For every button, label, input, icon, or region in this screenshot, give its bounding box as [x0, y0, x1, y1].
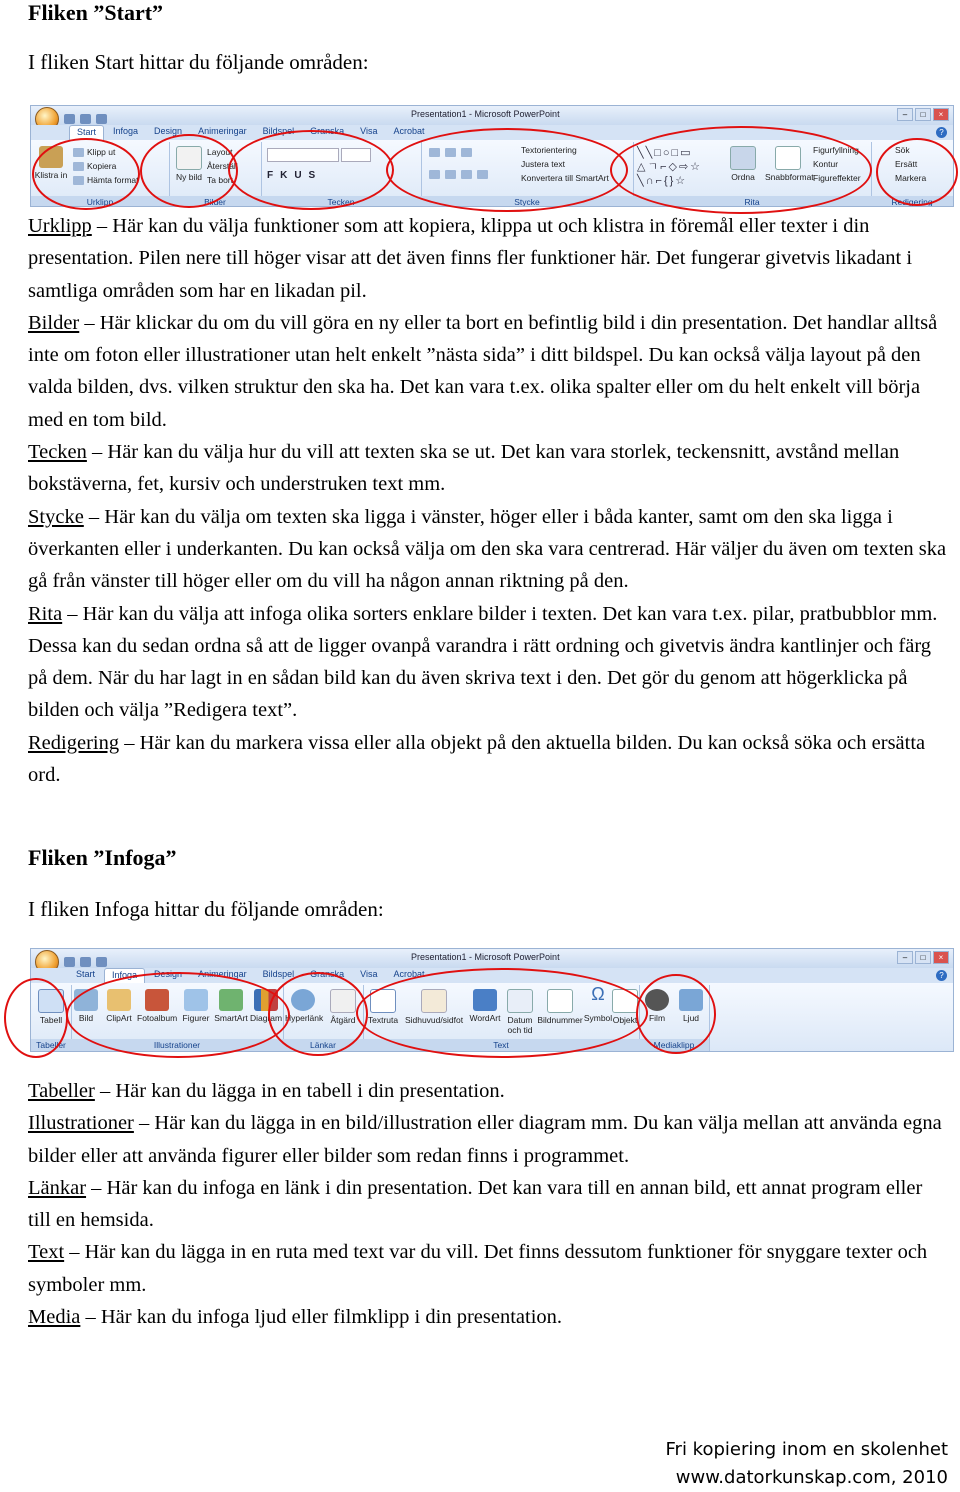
term-text: Text [28, 1241, 65, 1264]
term-redigering: Redigering [28, 731, 120, 754]
table-button: Tabell [33, 989, 69, 1025]
redo-icon [96, 114, 107, 124]
wordart-button: WordArt [467, 989, 503, 1023]
term-lankar: Länkar [28, 1176, 87, 1199]
format-painter-command: Hämta format [87, 175, 139, 185]
chart-button: Diagram [249, 989, 283, 1023]
ribbon2-title-bar [31, 949, 953, 968]
help-icon-2: ? [936, 970, 947, 981]
group-label-illustrationer: Illustrationer [71, 1039, 283, 1051]
paragraph-lankar: Länkar – Här kan du infoga en länk i din presentation. Det kan vara till en annan bild, ett annat program eller till en hemsida. [28, 1176, 923, 1232]
save-icon-2 [64, 957, 75, 967]
paragraph-rita: Rita – Här kan du välja att infoga olika sorters enklare bilder i texten. Det kan vara t.ex. pilar, pratbubblor mm. Dessa kan du sedan ordna så att de ligger ovanpå varandra i rätt ordning och givetvis ändra kantlinjer och färg på dem. När du har lagt in en sådan bild kan du även skriva text i den. Det gör du genom att högerklicka på bilden och välja ”Redigera text”. [28, 602, 938, 722]
omega-icon: Ω [591, 984, 605, 1004]
tab-design: Design [154, 126, 183, 136]
replace-command: Ersätt [895, 159, 918, 169]
tab-visa: Visa [360, 126, 378, 136]
tab2-bildspel: Bildspel [262, 969, 295, 979]
undo-icon [80, 114, 91, 124]
cut-command: Klipp ut [87, 147, 116, 157]
help-icon: ? [936, 127, 947, 138]
shapes-button: Figurer [179, 989, 213, 1023]
highlight-oval-media [636, 974, 716, 1054]
delete-command: Ta bort [207, 175, 233, 185]
highlight-oval-tabeller [4, 978, 68, 1058]
tab-animeringar: Animeringar [198, 126, 247, 136]
ribbon-title-bar [31, 106, 953, 125]
sound-button: Ljud [675, 989, 707, 1023]
object-button: Objekt [611, 989, 639, 1025]
footer-copy-notice: Fri kopiering inom en skolenhet [665, 1439, 948, 1460]
term-tabeller: Tabeller [28, 1080, 95, 1102]
paragraph-redigering: Redigering – Här kan du markera vissa eller alla objekt på den aktuella bilden. Du kan också söka och ersätta ord. [28, 731, 926, 787]
tab-bildspel: Bildspel [262, 126, 295, 136]
window-controls [897, 108, 949, 121]
window-controls-2 [897, 951, 949, 964]
new-slide-button: Ny bild [171, 146, 207, 182]
highlight-oval-urklipp [32, 138, 140, 210]
shape-effects-command: Figureffekter [813, 173, 861, 183]
window-title-2: Presentation1 - Microsoft PowerPoint [411, 952, 560, 962]
paragraph-bilder: Bilder – Här klickar du om du vill göra en ny eller ta bort en befintlig bild i din presentation. Det handlar alltså inte om foton eller illustrationer utan helt enkelt ”nästa sida” i ditt bildspel. Du kan också välja layout på den valda bilden, dvs. vilken struktur den ska ha. Det kan vara t.ex. olika spalter eller om du helt enkelt vill börja med en tom bild. [28, 311, 938, 431]
action-button: Åtgärd [325, 989, 361, 1025]
group-label-tabeller: Tabeller [31, 1039, 71, 1051]
paragraph-tecken: Tecken – Här kan du välja hur du vill att texten ska se ut. Det kan vara storlek, teckensnitt, avstånd mellan bokstäverna, fet, kursiv och understruken text mm. [28, 441, 900, 496]
group-label-bilder: Bilder [169, 196, 261, 207]
quick-styles-button: Snabbformat [765, 146, 811, 182]
page-footer [666, 1436, 949, 1492]
font-style-icons: FKUS [267, 170, 323, 181]
copy-command: Kopiera [87, 161, 117, 171]
reset-command: Återställ [207, 161, 238, 171]
shape-outline-command: Kontur [813, 159, 839, 169]
tab2-animeringar: Animeringar [198, 969, 247, 979]
term-illustrationer: Illustrationer [28, 1112, 134, 1135]
shapes-gallery-icon: ╲╲□○□▭ △ㄱ⌐◇⇨☆ ╲∩⌐{}☆ [637, 147, 703, 187]
group-label-rita: Rita [633, 196, 871, 207]
paragraph-stycke: Stycke – Här kan du välja om texten ska ligga i vänster, höger eller i båda kanter, samt om den ska ligga i överkanten eller i underkanten. Du kan också välja om den ska vara centrerad. Här väljer du även om texten ska gå från vänster till höger eller om du vill ha någon annan riktning på den. [28, 505, 947, 593]
highlight-oval-tecken [228, 130, 394, 210]
term-media: Media [28, 1306, 81, 1329]
highlight-oval-lankar [268, 972, 368, 1056]
tab2-acrobat: Acrobat [393, 969, 425, 979]
intro-infoga-tab: I fliken Infoga hittar du följande områden: [28, 897, 384, 921]
header-footer-button: Sidhuvud/sidfot [403, 989, 465, 1025]
maximize-icon: □ [915, 108, 931, 121]
close-icon: × [933, 108, 949, 121]
undo-icon-2 [80, 957, 91, 967]
group-label-tecken: Tecken [261, 196, 421, 207]
group-label-text: Text [363, 1039, 639, 1051]
slide-number-button: Bildnummer [537, 989, 583, 1025]
photo-album-button: Fotoalbum [137, 989, 177, 1023]
shape-fill-command: Figurfyllning [813, 145, 859, 155]
convert-smartart-command: Konvertera till SmartArt [521, 173, 609, 183]
save-icon [64, 114, 75, 124]
window-title: Presentation1 - Microsoft PowerPoint [411, 109, 560, 119]
paragraph-illustrationer: Illustrationer – Här kan du lägga in en bild/illustration eller diagram mm. Du kan välja mellan att använda egna bilder eller att använda figurer eller bilder som redan finns i programmet. [28, 1112, 942, 1167]
paste-button: Klistra in [33, 146, 69, 180]
date-time-button: Datum och tid [505, 989, 535, 1035]
group-label-mediaklipp: Mediaklipp [639, 1039, 709, 1051]
minimize-icon-2: – [897, 951, 913, 964]
heading-start-tab: Fliken ”Start” [28, 0, 164, 25]
close-icon-2: × [933, 951, 949, 964]
layout-command: Layout [207, 147, 233, 157]
tab2-visa: Visa [360, 969, 378, 979]
highlight-oval-bilder [140, 134, 238, 208]
align-text-command: Justera text [521, 159, 565, 169]
tab2-start: Start [76, 969, 96, 979]
heading-infoga-tab: Fliken ”Infoga” [28, 845, 177, 870]
maximize-icon-2: □ [915, 951, 931, 964]
group-label-urklipp: Urklipp [31, 196, 169, 207]
intro-start-tab: I fliken Start hittar du följande områden: [28, 50, 369, 74]
footer-website: www.datorkunskap.com, 2010 [675, 1467, 948, 1488]
group-label-lankar: Länkar [283, 1039, 363, 1051]
paragraph-tabeller: Tabeller – Här kan du lägga in en tabell i din presentation. [28, 1080, 505, 1102]
smartart-button: SmartArt [213, 989, 249, 1023]
picture-button: Bild [71, 989, 101, 1023]
find-command: Sök [895, 145, 910, 155]
paragraph-text: Text – Här kan du lägga in en ruta med text var du vill. Det finns dessutom funktioner för snyggare texter och symboler mm. [28, 1241, 928, 1296]
redo-icon-2 [96, 957, 107, 967]
highlight-oval-text [356, 968, 648, 1058]
highlight-oval-redigering [876, 138, 958, 206]
minimize-icon: – [897, 108, 913, 121]
start-descriptions [28, 210, 948, 791]
highlight-oval-stycke [386, 128, 628, 212]
term-stycke: Stycke [28, 505, 84, 528]
infoga-descriptions [28, 1075, 948, 1333]
paragraph-urklipp: Urklipp – Här kan du välja funktioner som att kopiera, klippa ut och klistra in föremål eller texter i din presentation. Pilen nere till höger visar att det även finns fler funktioner här. Det fungerar givetvis likadant i samtliga områden som har en likadan pil. [28, 215, 913, 302]
term-tecken: Tecken [28, 441, 87, 464]
text-direction-command: Textorientering [521, 145, 577, 155]
symbol-button: Ω Symbol [583, 984, 613, 1023]
term-urklipp: Urklipp [28, 215, 92, 237]
highlight-oval-illustrationer [66, 972, 290, 1058]
tab-acrobat: Acrobat [393, 126, 425, 136]
textbox-button: Textruta [365, 989, 401, 1025]
tab2-infoga: Infoga [104, 968, 145, 984]
group-label-redigering: Redigering [871, 196, 953, 207]
tab-start: Start [69, 125, 104, 141]
paragraph-media: Media – Här kan du infoga ljud eller filmklipp i din presentation. [28, 1306, 563, 1329]
tab2-granska: Granska [310, 969, 345, 979]
tab2-design: Design [154, 969, 183, 979]
highlight-oval-rita [610, 126, 872, 214]
select-command: Markera [895, 173, 927, 183]
term-bilder: Bilder [28, 311, 80, 334]
term-rita: Rita [28, 602, 63, 625]
tab-infoga: Infoga [113, 126, 139, 136]
clipart-button: ClipArt [103, 989, 135, 1023]
movie-button: Film [641, 989, 673, 1023]
group-label-stycke: Stycke [421, 196, 633, 207]
arrange-button: Ordna [725, 146, 761, 182]
tab-granska: Granska [310, 126, 345, 136]
hyperlink-button: Hyperlänk [285, 989, 321, 1023]
